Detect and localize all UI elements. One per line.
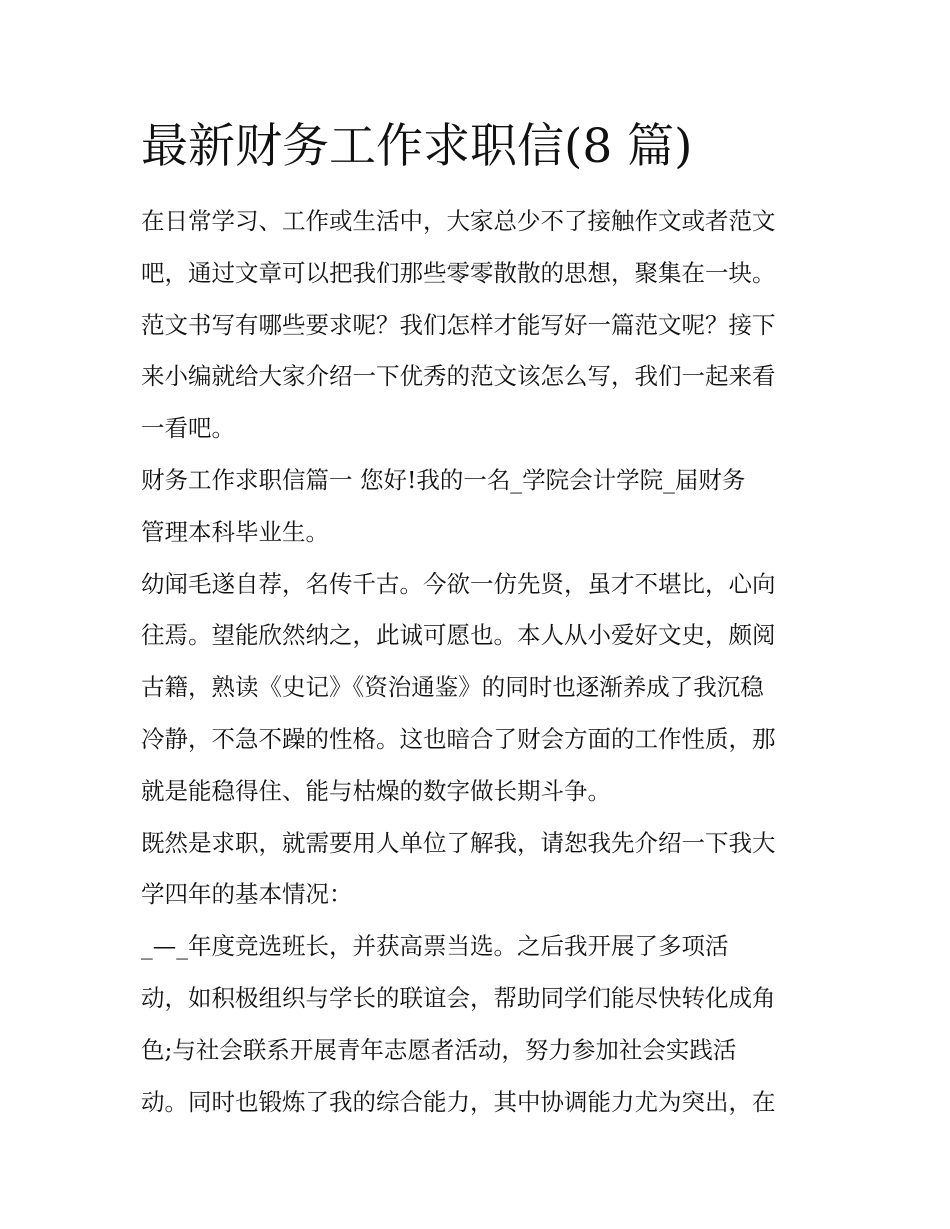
document-body: [141, 196, 821, 1128]
body-line-15: _—_年度竞选班长，并获高票当选。之后我开展了多项活: [141, 932, 729, 961]
body-line-6: 财务工作求职信篇一 您好!我的一名_学院会计学院_届财务: [141, 465, 746, 494]
body-line-9: 往焉。望能欣然纳之，此诚可愿也。本人从小爱好文史，颇阅: [141, 621, 776, 650]
body-line-10: 古籍，熟读《史记》《资治通鉴》的同时也逐渐养成了我沉稳: [141, 673, 764, 702]
body-line-1: 在日常学习、工作或生活中，大家总少不了接触作文或者范文: [141, 207, 776, 235]
body-line-14: 学四年的基本情况：: [141, 880, 353, 909]
body-line-2: 吧，通过文章可以把我们那些零零散散的思想，聚集在一块。: [141, 258, 776, 287]
body-line-11: 冷静，不急不躁的性格。这也暗合了财会方面的工作性质，那: [141, 724, 776, 753]
document-title: 最新财务工作求职信(8 篇): [141, 119, 693, 174]
body-line-12: 就是能稳得住、能与枯燥的数字做长期斗争。: [141, 776, 611, 805]
body-line-16: 动，如积极组织与学长的联谊会，帮助同学们能尽快转化成角: [141, 983, 776, 1012]
body-line-7: 管理本科毕业生。: [141, 517, 329, 546]
body-line-4: 来小编就给大家介绍一下优秀的范文该怎么写，我们一起来看: [141, 362, 776, 391]
body-line-18: 动。同时也锻炼了我的综合能力，其中协调能力尤为突出，在: [141, 1087, 776, 1116]
body-line-5: 一看吧。: [141, 414, 235, 443]
body-line-13: 既然是求职，就需要用人单位了解我，请恕我先介绍一下我大: [141, 828, 776, 857]
body-line-3: 范文书写有哪些要求呢？我们怎样才能写好一篇范文呢？接下: [141, 310, 776, 339]
body-line-17: 色;与社会联系开展青年志愿者活动，努力参加社会实践活: [141, 1035, 737, 1064]
body-line-8: 幼闻毛遂自荐，名传千古。今欲一仿先贤，虽才不堪比，心向: [141, 569, 776, 598]
